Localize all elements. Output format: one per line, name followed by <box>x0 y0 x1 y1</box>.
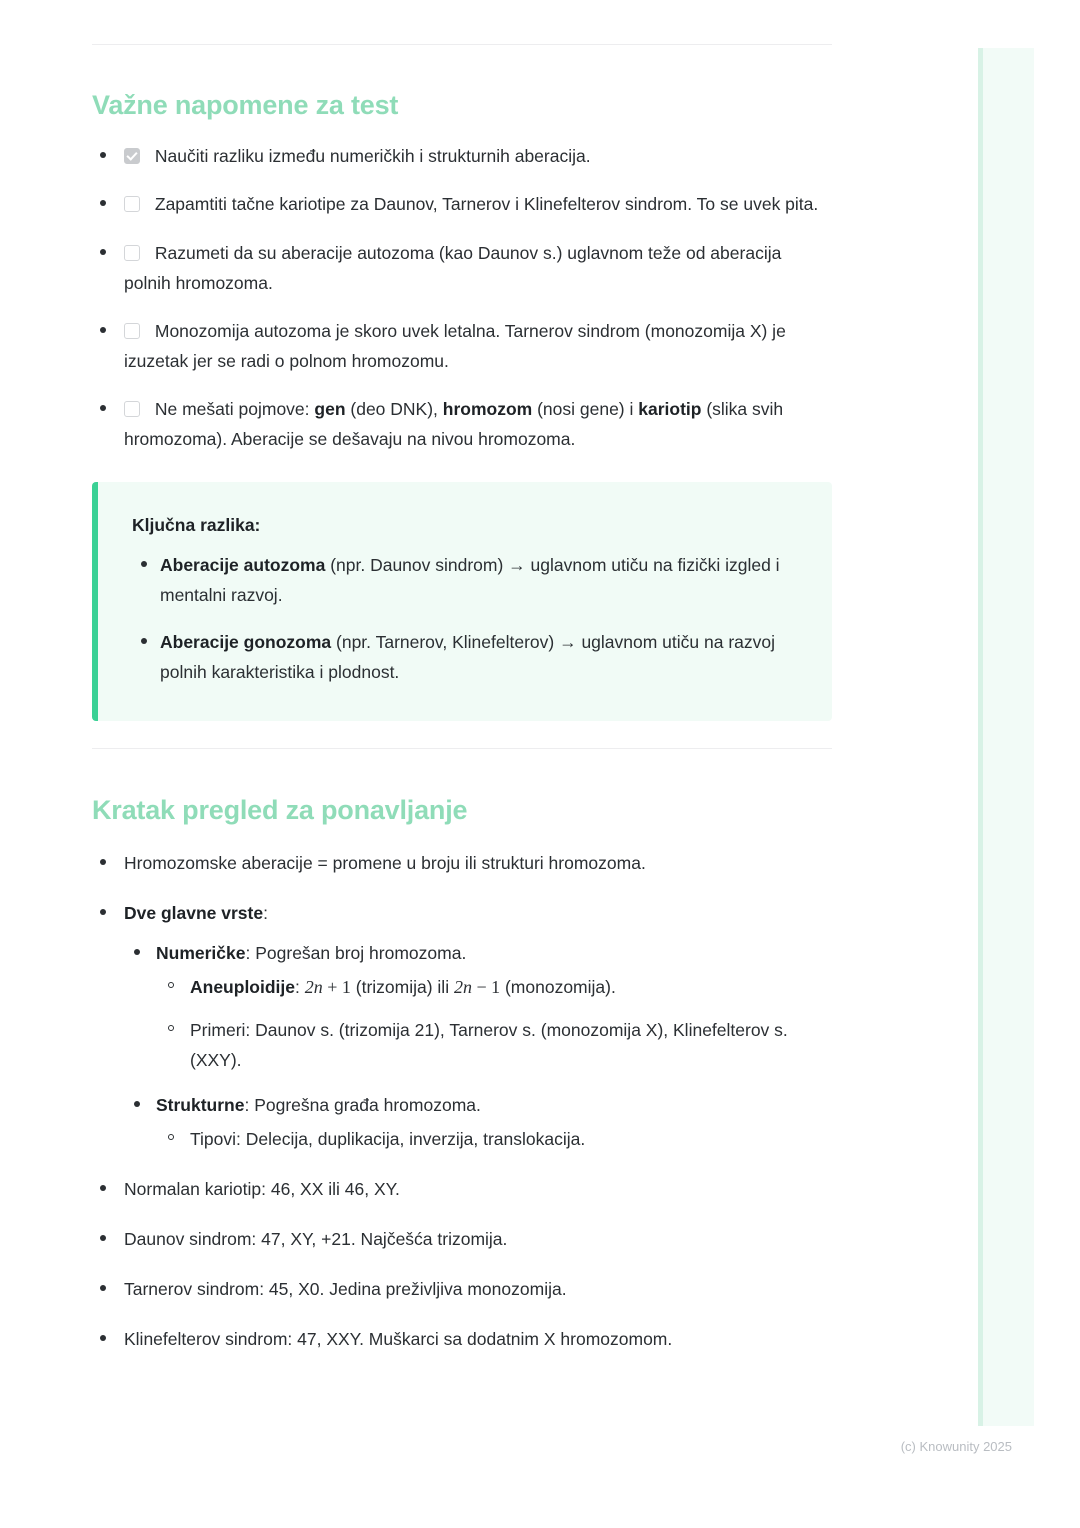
checklist-vazne-napomene <box>92 141 832 454</box>
math-trisomy: 2n + 1 <box>304 977 351 998</box>
checkbox-unchecked-icon[interactable] <box>124 245 140 261</box>
bullet-dot <box>100 249 106 255</box>
numeric-rest: : Pogrešan broj hromozoma. <box>245 943 467 964</box>
checklist-item-text <box>124 399 783 449</box>
emphasised-term: gen <box>314 398 346 419</box>
bullet-dot <box>134 949 140 955</box>
bullet-dot <box>100 1185 106 1191</box>
bullet-dot <box>100 1335 106 1341</box>
callout-item-rest: (npr. Tarnerov, Klinefelterov) → uglavnom utiču na razvoj polnih karakteristika i plodnost. <box>160 631 776 682</box>
fact-text: Normalan kariotip: 46, XX ili 46, XY. <box>124 1178 400 1199</box>
callout-list-item <box>132 627 798 687</box>
right-edge-strip <box>978 48 1034 1426</box>
summary-item-intro <box>92 848 832 878</box>
bullet-dot <box>100 1285 106 1291</box>
aneuploidije-colon: : <box>295 977 305 998</box>
bullet-dot <box>100 859 106 865</box>
bullet-dot <box>100 1235 106 1241</box>
inline-text: (slika svih hromozoma). Aberacije se dešavaju na nivou hromozoma. <box>124 398 784 450</box>
section-title-vazne-napomene: Važne napomene za test <box>92 90 399 120</box>
emphasised-term: hromozom <box>442 398 533 419</box>
numeric-detail-list <box>156 972 832 1075</box>
aneuploidije-item <box>156 972 832 1003</box>
summary-item-types <box>92 898 832 1154</box>
structural-lead: Strukturne <box>156 1094 245 1115</box>
fact-text: Tarnerov sindrom: 45, X0. Jedina preživljiva monozomija. <box>124 1278 567 1299</box>
numeric-lead: Numeričke <box>156 943 246 964</box>
summary-intro-text: Hromozomske aberacije = promene u broju ili strukturi hromozoma. <box>124 853 646 874</box>
bullet-ring <box>168 1134 174 1140</box>
document-content <box>92 0 832 1374</box>
primeri-item <box>156 1015 832 1075</box>
checklist-item <box>92 238 832 298</box>
emphasised-term: kariotip <box>638 398 702 419</box>
summary-fact-item <box>92 1224 832 1254</box>
bullet-dot <box>134 1101 140 1107</box>
aneuploidije-lead: Aneuploidije <box>190 977 295 998</box>
summary-fact-item <box>92 1274 832 1304</box>
callout-item-lead: Aberacije autozoma <box>160 555 326 576</box>
tipovi-item <box>156 1124 832 1154</box>
checklist-item-text: Razumeti da su aberacije autozoma (kao Daunov s.) uglavnom teže od aberacija polnih hromozoma. <box>124 242 782 293</box>
summary-item-numeric <box>124 938 832 1075</box>
bullet-dot <box>100 405 106 411</box>
checklist-item-text: Zapamtiti tačne kariotipe za Daunov, Tarnerov i Klinefelterov sindrom. To se uvek pita. <box>154 194 819 215</box>
inline-text: (nosi gene) i <box>532 398 639 419</box>
bullet-dot <box>100 327 106 333</box>
callout-item-rest: (npr. Daunov sindrom) → uglavnom utiču na fizički izgled i mentalni razvoj. <box>160 555 780 606</box>
types-rest: : <box>263 903 268 924</box>
aneuploidije-after: (monozomija). <box>500 977 616 998</box>
bullet-dot <box>100 909 106 915</box>
bullet-dot <box>141 561 147 567</box>
callout-list <box>132 550 798 686</box>
checklist-item <box>92 141 832 171</box>
callout-title: Ključna razlika: <box>132 515 261 536</box>
aneuploidije-mid: (trizomija) ili <box>350 977 454 998</box>
summary-list <box>92 848 832 1354</box>
structural-rest: : Pogrešna građa hromozoma. <box>244 1094 481 1115</box>
checkbox-unchecked-icon[interactable] <box>124 323 140 339</box>
checklist-item <box>92 316 832 376</box>
summary-fact-item <box>92 1324 832 1354</box>
bullet-ring <box>168 982 174 988</box>
fact-text: Klinefelterov sindrom: 47, XXY. Muškarci sa dodatnim X hromozomom. <box>124 1329 673 1350</box>
bullet-ring <box>168 1025 174 1031</box>
callout-item-lead: Aberacije gonozoma <box>160 631 332 652</box>
summary-sublist <box>124 938 832 1153</box>
key-difference-callout <box>92 482 832 721</box>
right-edge-strip-accent <box>978 48 983 1426</box>
primeri-text: Primeri: Daunov s. (trizomija 21), Tarnerov s. (monozomija X), Klinefelterov s. (XXY). <box>190 1020 788 1071</box>
checkbox-unchecked-icon[interactable] <box>124 196 140 212</box>
structural-detail-list <box>156 1124 832 1154</box>
bullet-dot <box>100 200 106 206</box>
bullet-dot <box>141 638 147 644</box>
section-title-kratak-pregled: Kratak pregled za ponavljanje <box>92 794 468 825</box>
inline-text: Ne mešati pojmove: <box>154 398 315 419</box>
tipovi-text: Tipovi: Delecija, duplikacija, inverzija, translokacija. <box>190 1128 586 1149</box>
checklist-item <box>92 394 832 454</box>
checkbox-checked-icon[interactable] <box>124 148 140 164</box>
summary-item-structural <box>124 1090 832 1154</box>
fact-text: Daunov sindrom: 47, XY, +21. Najčešća trizomija. <box>124 1228 508 1249</box>
checklist-item <box>92 189 832 219</box>
types-lead: Dve glavne vrste <box>124 903 264 924</box>
bullet-dot <box>100 152 106 158</box>
checklist-item-text: Monozomija autozoma je skoro uvek letalna. Tarnerov sindrom (monozomija X) je izuzetak jer se radi o polnom hromozomu. <box>124 320 786 371</box>
checklist-item-text: Naučiti razliku između numeričkih i strukturnih aberacija. <box>154 146 591 167</box>
callout-list-item <box>132 550 798 610</box>
copyright-footer: (c) Knowunity 2025 <box>900 1439 1012 1454</box>
inline-text: (deo DNK), <box>345 398 443 419</box>
checkbox-unchecked-icon[interactable] <box>124 401 140 417</box>
math-monosomy: 2n − 1 <box>453 977 501 998</box>
summary-fact-item <box>92 1174 832 1204</box>
